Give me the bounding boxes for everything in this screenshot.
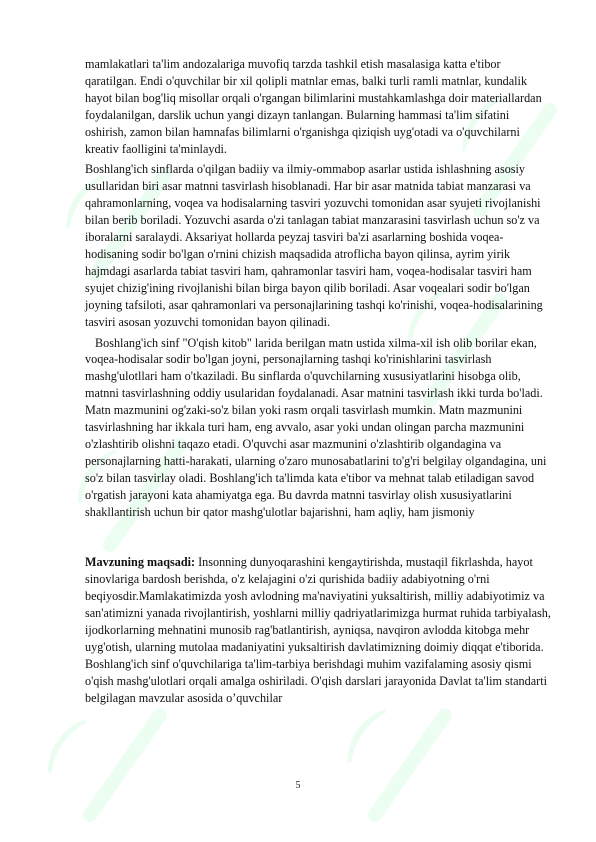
- paragraph-reading-book: Boshlang'ich sinf "O'qish kitob" larida berilgan matn ustida xilma-xil ish olib borilar ekan, voqea-hodisalar sodir bo'lgan joyni, personajlarning tashqi ko'rinishlarini tasvirlash mashg'ulotllari ham o'tkaziladi. Bu sinflarda o'quvchilarning xususiyatlarini hisobga olib, matnni tasvirlashning oddiy usularidan foydalanadi. Asar matnini tasvirlash ikki turda bo'ladi. Matn mazmunini og'zaki-so'z bilan yoki rasm orqali tasvirlash mumkin. Matn mazmunini tasvirlashning har ikkala turi ham, eng avvalo, asar yoki undan olingan parcha mazmunini o'zlashtirib olishni taqazo etadi. O'quvchi asar mazmunini o'zlashtirib olgandagina va personajlarning hatti-harakati, ularning o'zaro munosabatlarini to'g'ri belgilay olgandagina, uni so'z bilan tasvirlay oladi. Boshlang'ich ta'limda kata e'tibor va mehnat talab etiladigan savod o'rgatish jarayoni kata ahamiyatga ega. Bu davrda matnni tasvirlay olish xususiyatlarini shakllantirish uchun bir qator mashg'ulotlar bajarishni, ham aqliy, ham jismoniy: [85, 335, 547, 519]
- paragraph-topic-goal: [85, 554, 553, 706]
- topic-goal-text: Insonning dunyoqarashini kengaytirishda, mustaqil fikrlashda, hayot sinovlariga bardosh berishda, o'z kelajagini o'zi qurishida badiiy adabiyotning o'rni beqiyosdir.Mamlakatimizda yosh avlodning ma'naviyatini yuksaltirish, milliy adabiyotimiz va san'atimizni yanada rivojlantirish, yoshlarni milliy qadriyatlarimizga hurmat ruhida tarbiyalash, ijodkorlarning mehnatini munosib rag'batlantirish, ayniqsa, navqiron avlodda kitobga mehr uyg'otish, ularning mutolaa madaniyatini yuksaltirish davlatimizning doimiy diqqat e'tiborida. Boshlang'ich sinf o'quvchilariga ta'lim-tarbiya berishdagi muhim vazifalaming asosiy qismi o'qish mashg'ulotlari orqali amalga oshiriladi. O'qish darslari jarayonida Davlat ta'lim standarti belgilagan mavzular asosida o’quvchilar: [85, 555, 551, 705]
- watermark-mark-mid-right: ⌒: [397, 282, 495, 378]
- watermark-mark-bottom-right: ⌒: [337, 702, 435, 798]
- topic-goal-label: Mavzuning maqsadi:: [85, 555, 196, 570]
- paragraph-text-depiction: Boshlang'ich sinflarda o'qilgan badiiy va ilmiy-ommabop asarlar ustida ishlashning asosiy usullaridan biri asar matnni tasvirlash hisoblanadi. Har bir asar matnida tabiat manzarasi va qahramonlarning, voqea va hodisalarning tasviri yozuvchi tomonidan asar syujeti rivojlanishi bilan berib boriladi. Yozuvchi asarda o'zi tanlagan tabiat manzarasini tasvirlash uchun so'z va iboralarni saralaydi. Aksariyat hollarda peyzaj tasviri ba'zi asarlarning boshida voqea-hodisaning sodir bo'lgan o'rnini chizish maqsadida atroflicha bayon qilinsa, ayrim yirik hajmdagi asarlarda tabiat tasviri ham, qahramonlar tasviri ham, voqea-hodisalar tasviri ham syujet chizig'ining rivojlanishi bilan birga bayon qilib boriladi. Asar voqealari sodir bo'lgan joyning tafsiloti, asar qahramonlari va personajlarining tashqi ko'rinishi, voqea-hodisalarining tasviri asosan yozuvchi tomonidan bayon qilinadi.: [85, 162, 543, 329]
- watermark-stroke-5: [90, 715, 160, 815]
- watermark-mark-top-left: ⌒: [55, 167, 153, 263]
- watermark-mark-top-right: ⌒: [451, 90, 549, 186]
- document-body: [85, 56, 553, 707]
- watermark-mark-mid-left: ⌒: [67, 442, 165, 538]
- paragraph-intro: mamlakatlari ta'lim andozalariga muvofiq tarzda tashkil etish masalasiga katta e'tibor qaratilgan. Endi o'quvchilar bir xil qolipli matnlar emas, balki turli ramli matnlar, kundalik hayot bilan bog'liq misollar orqali o'rgangan bilimlarini mustahkamlashga doir materiallardan foydalanilgan, darslik uchun yangi dizayn tanlangan. Bularning hammasi ta'lim sifatini oshirish, zamon bilan hamnafas bilimlarni o'rganishga qiziqish uyg'otadi va o'quvchilarni kreativ faolligini ta'minlaydi.: [85, 57, 542, 156]
- watermark-mark-bottom-left: ⌒: [37, 712, 135, 808]
- page-number: 5: [295, 780, 301, 791]
- watermark-stroke-6: [375, 715, 445, 815]
